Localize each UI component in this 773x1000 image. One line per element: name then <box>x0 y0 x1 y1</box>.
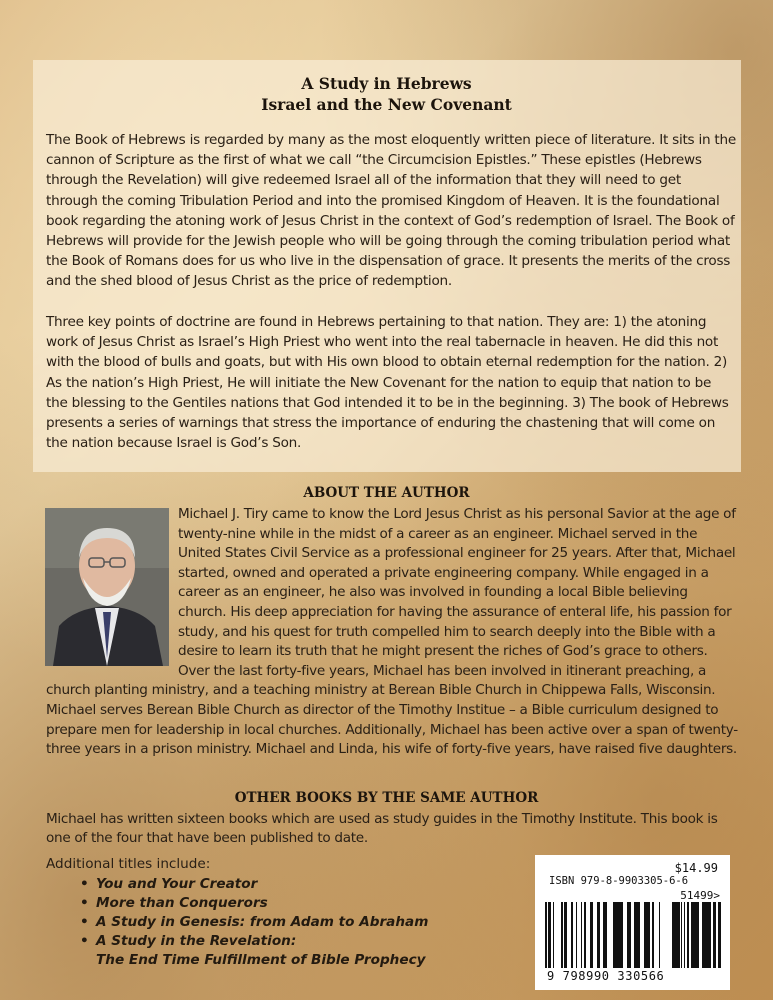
other-books-heading: OTHER BOOKS BY THE SAME AUTHOR <box>234 790 539 806</box>
author-bio <box>46 505 738 760</box>
barcode-bar <box>564 902 567 968</box>
barcode-bar <box>614 902 617 968</box>
barcode-bar <box>694 902 697 968</box>
barcode-bar <box>704 902 707 968</box>
list-item: • A Study in Genesis: from Adam to Abraham <box>80 913 428 932</box>
barcode-bar <box>692 902 694 968</box>
barcode-bar <box>637 902 639 968</box>
barcode-bar <box>590 902 593 968</box>
book-subtitle: Israel and the New Covenant <box>261 95 512 114</box>
barcode-bar <box>691 902 692 968</box>
barcode-bar <box>677 902 680 968</box>
list-item: • You and Your Creator <box>80 875 428 894</box>
barcode-bar <box>659 902 660 968</box>
barcode-bar <box>644 902 647 968</box>
barcode-bar <box>550 902 551 968</box>
barcode-bar <box>597 902 600 968</box>
description-paragraph-1: The Book of Hebrews is regarded by many as the most eloquently written piece of literature. It sits in the cannon of Scripture as the first of what we call “the Circumcision Epistles.” These epistles (Hebrews through the Revelation) will give redeemed Israel all of the information that they will need to get through the coming Tribulation Period and into the promised Kingdom of Heaven. It is the foundational book regarding the atoning work of Jesus Christ in the context of God’s redemption of Israel. The Book of Hebrews will provide for the Jewish people who will be going through the coming tribulation period what the Book of Romans does for us who live in the dispensation of grace. It presents the merits of the cross and the shed blood of Jesus Christ as the price of redemption. <box>46 132 736 290</box>
barcode-bar <box>649 902 650 968</box>
book-title-block <box>0 73 773 115</box>
barcode-bar <box>576 902 577 968</box>
barcode-graphic <box>545 902 721 968</box>
ean-number: 9 798990 330566 <box>547 969 665 983</box>
title-line-2: The End Time Fulfillment of Bible Prophecy <box>96 952 426 968</box>
barcode-bar <box>713 902 716 968</box>
other-books-text: Michael has written sixteen books which are used as study guides in the Timothy Institute. This book is one of the four that have been published to date. <box>46 811 718 846</box>
barcode-bar <box>639 902 640 968</box>
barcode-bar <box>709 902 711 968</box>
title-line-1: A Study in the Revelation: <box>96 933 297 949</box>
barcode-bar <box>707 902 709 968</box>
price-label: $14.99 <box>674 861 718 875</box>
barcode-box <box>535 855 730 990</box>
list-item <box>80 932 428 970</box>
barcode-bar <box>718 902 721 968</box>
barcode-bar <box>702 902 704 968</box>
isbn-label: ISBN 979-8-9903305-6-6 <box>549 875 689 887</box>
barcode-bar <box>627 902 630 968</box>
about-author-heading: ABOUT THE AUTHOR <box>303 485 470 501</box>
barcode-bar <box>605 902 607 968</box>
barcode-bar <box>603 902 605 968</box>
barcode-bar <box>697 902 699 968</box>
titles-list <box>80 875 428 970</box>
barcode-bar <box>571 902 573 968</box>
titles-intro: Additional titles include: <box>46 856 211 872</box>
barcode-bar <box>647 902 649 968</box>
barcode-bar <box>548 902 550 968</box>
author-bio-text: Michael J. Tiry came to know the Lord Jesus Christ as his personal Savior at the age of twenty-nine while in the midst of a career as an engineer. Michael served in the United States Civil Service as a professional engineer for 25 years. After that, Michael started, owned and operated a private engineering company. While engaged in a career as an engineer, he also was involved in founding a local Bible believing church. His deep appreciation for having the assurance of enteral life, his passion for study, and his quest for truth compelled him to search deeply into the Bible with a desire to learn its truth that he might present the riches of God’s grace to others. Over the last forty-five years, Michael has been involved in itinerant preaching, a church planting ministry, and a teaching ministry at Berean Bible Church in Chippewa Falls, Wisconsin. Michael serves Berean Bible Church as director of the Timothy Institue – a Bible curriculum designed to prepare men for leadership in local churches. Additionally, Michael has been active over a span of twenty-three years in a prison ministry. Michael and Linda, his wife of forty-five years, have raised five daughters. <box>46 506 738 758</box>
barcode-bar <box>613 902 614 968</box>
barcode-bar <box>585 902 586 968</box>
list-item: • More than Conquerors <box>80 894 428 913</box>
barcode-bar <box>684 902 685 968</box>
barcode-bar <box>545 902 547 968</box>
price-addon-code: 51499> <box>680 889 720 902</box>
barcode-bar <box>581 902 582 968</box>
barcode-bar <box>630 902 631 968</box>
book-title: A Study in Hebrews <box>301 74 472 93</box>
barcode-bar <box>553 902 554 968</box>
barcode-bar <box>584 902 585 968</box>
barcode-bar <box>617 902 620 968</box>
description-paragraph-2: Three key points of doctrine are found in Hebrews pertaining to that nation. They are: 1) the atoning work of Jesus Christ as Israel’s High Priest who went into the real tabernacle in heaven. He did this not with the blood of bulls and goats, but with His own blood to obtain eternal redemption for the nation. 2) As the nation’s High Priest, He will initiate the New Covenant for the nation to equip that nation to be the blessing to the Gentiles nations that God intended it to be in the beginning. 3) The book of Hebrews presents a series of warnings that stress the importance of enduring the chastening that will come on the nation because Israel is God’s Son. <box>46 314 729 452</box>
barcode-bar <box>673 902 675 968</box>
barcode-bar <box>681 902 682 968</box>
barcode-bar <box>687 902 689 968</box>
barcode-bar <box>652 902 654 968</box>
barcode-bar <box>620 902 623 968</box>
barcode-bar <box>675 902 677 968</box>
barcode-bar <box>635 902 637 968</box>
barcode-bar <box>672 902 673 968</box>
barcode-bar <box>561 902 563 968</box>
barcode-bar <box>634 902 635 968</box>
